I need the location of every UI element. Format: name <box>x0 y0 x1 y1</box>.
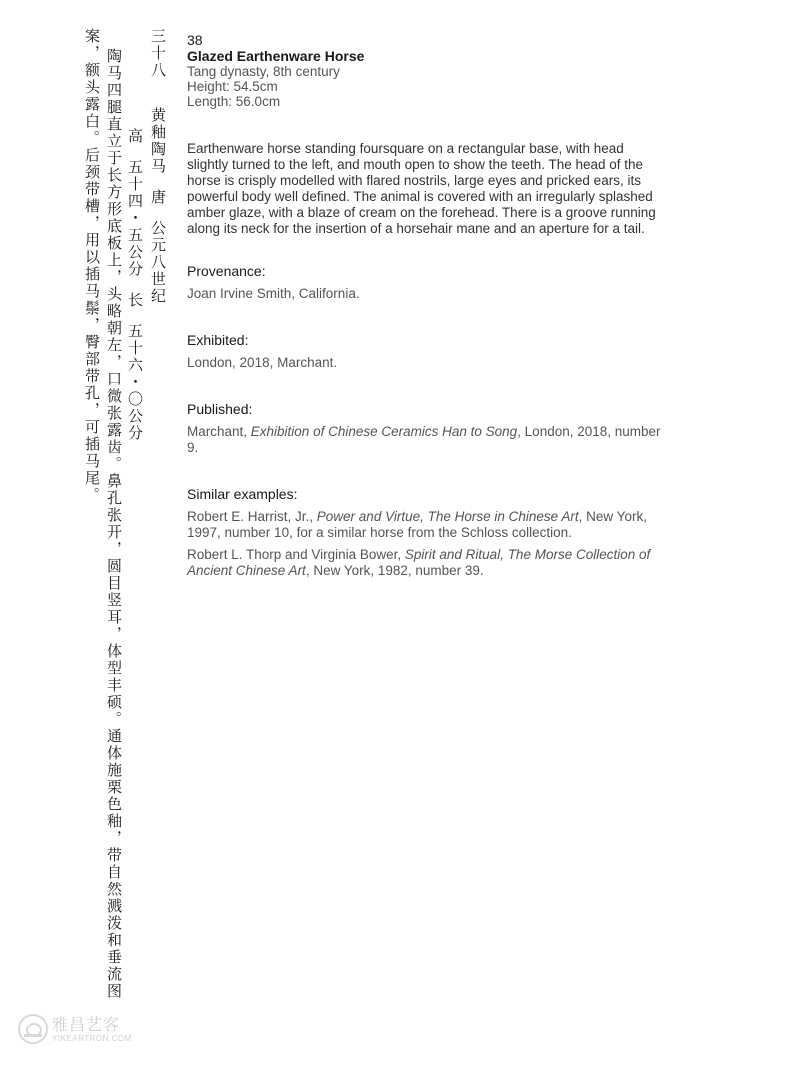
similar-reference-2 <box>187 547 667 579</box>
chinese-dimensions-column <box>125 128 145 442</box>
published-author: Marchant, <box>187 424 251 439</box>
watermark-chinese: 雅昌艺客 <box>52 1014 121 1034</box>
chinese-catalogue-number: 三十八 <box>149 28 167 79</box>
entry-period: Tang dynasty, 8th century <box>187 64 340 79</box>
similar-ref1-details: , New York, 1997, number 10, for a similar horse from the Schloss collection. <box>187 509 647 540</box>
chinese-description-part-1: 陶马四腿直立于长方形底板上，头略朝左，口微张露齿。鼻孔张开，圆目竖耳，体型丰硕。通体施栗色釉，带自然溅泼和垂流图 <box>105 48 123 1000</box>
published-details: , London, 2018, number 9. <box>187 424 661 455</box>
provenance-heading: Provenance: <box>187 263 266 279</box>
chinese-height-value: 五十四・五公分 <box>126 159 144 278</box>
chinese-description-column-2 <box>82 28 102 504</box>
artron-logo-icon <box>18 1014 48 1044</box>
published-reference <box>187 424 667 456</box>
watermark-english: YIKEARTRON.COM <box>52 1033 132 1043</box>
chinese-title-column <box>148 28 168 305</box>
published-section <box>187 401 667 456</box>
exhibited-section <box>187 332 667 371</box>
entry-length: Length: 56.0cm <box>187 94 281 109</box>
chinese-height-label: 高 <box>126 128 144 145</box>
exhibited-heading: Exhibited: <box>187 332 249 348</box>
chinese-century: 公元八世纪 <box>149 220 167 305</box>
artron-watermark <box>18 1014 132 1044</box>
entry-title: Glazed Earthenware Horse <box>187 48 365 64</box>
chinese-length-label: 长 <box>126 292 144 309</box>
entry-height: Height: 54.5cm <box>187 79 278 94</box>
entry-description: Earthenware horse standing foursquare on a rectangular base, with head slightly turned to the left, and mouth open to show the teeth. The head of the horse is crisply modelled with flared nostrils, large eyes and pricked ears, its powerful body well defined. The animal is covered with an irregularly splashed amber glaze, with a blaze of cream on the forehead. There is a groove running along its neck for the insertion of a horsehair mane and an aperture for a tail. <box>187 141 656 236</box>
watermark-text <box>52 1016 132 1043</box>
similar-ref2-author: Robert L. Thorp and Virginia Bower, <box>187 547 405 562</box>
chinese-dynasty: 唐 <box>149 189 167 206</box>
similar-examples-heading: Similar examples: <box>187 486 298 502</box>
chinese-description-column-1 <box>104 48 124 1000</box>
chinese-title: 黄釉陶马 <box>149 107 167 175</box>
chinese-length-value: 五十六・〇公分 <box>126 323 144 442</box>
published-heading: Published: <box>187 401 253 417</box>
provenance-text: Joan Irvine Smith, California. <box>187 286 360 301</box>
chinese-description-part-2: 案，额头露白。后颈带槽，用以插马鬃，臀部带孔，可插马尾。 <box>83 28 101 504</box>
similar-ref2-work-title: Spirit and Ritual, The Morse Collection of Ancient Chinese Art <box>187 547 651 578</box>
exhibited-text: London, 2018, Marchant. <box>187 355 338 370</box>
catalogue-number: 38 <box>187 32 203 48</box>
similar-ref1-work-title: Power and Virtue, The Horse in Chinese Art <box>316 509 579 524</box>
provenance-section <box>187 263 667 302</box>
similar-ref2-details: , New York, 1982, number 39. <box>305 563 484 578</box>
similar-ref1-author: Robert E. Harrist, Jr., <box>187 509 317 524</box>
similar-examples-section <box>187 486 667 579</box>
similar-reference-1 <box>187 509 667 541</box>
published-work-title: Exhibition of Chinese Ceramics Han to Song <box>250 424 518 439</box>
catalogue-entry <box>187 32 667 579</box>
